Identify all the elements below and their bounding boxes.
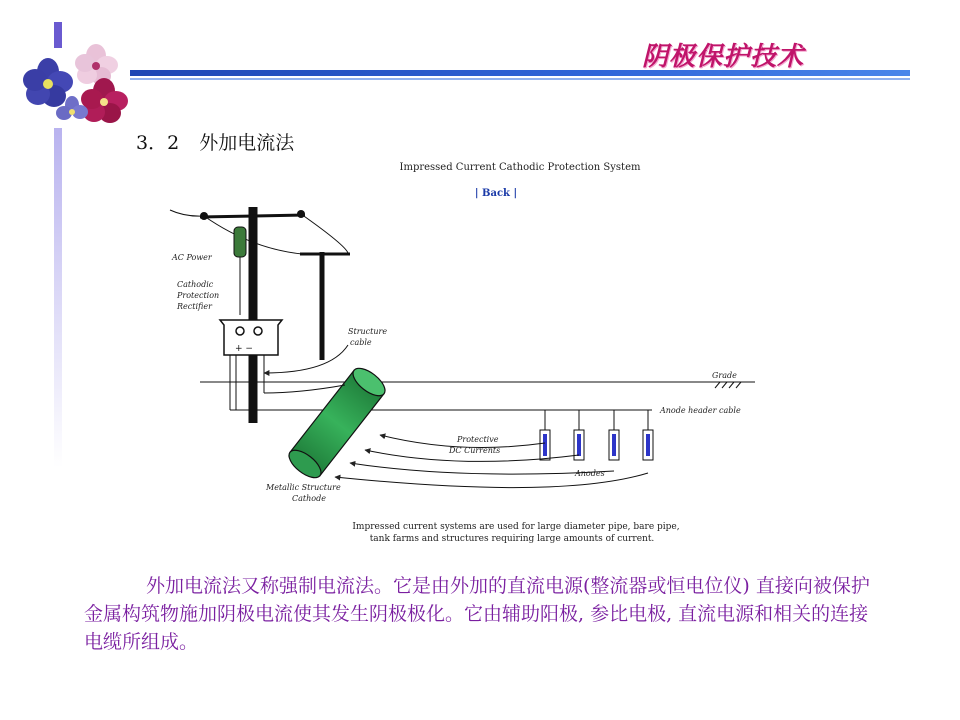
section-heading xyxy=(136,128,294,155)
ac-power-label: AC Power xyxy=(172,253,212,262)
power-line-right xyxy=(301,214,348,253)
rectifier-terminal-right xyxy=(254,327,262,335)
structure-cable-label-1: Structure xyxy=(348,327,388,336)
metallic-structure-pipe xyxy=(284,363,389,483)
cathode-label-2: Cathode xyxy=(292,494,326,503)
diagram-title: Impressed Current Cathodic Protection System xyxy=(399,162,641,173)
rectifier-label-1: Cathodic xyxy=(177,280,214,289)
header-rule-thin xyxy=(130,78,910,80)
diagram-caption-line-2: tank farms and structures requiring large amounts of current. xyxy=(369,534,655,544)
anode-1 xyxy=(540,430,550,460)
grade-hatch xyxy=(715,382,741,388)
brand-title: 阴极保护技术 xyxy=(641,42,804,72)
flower-decoration-icon xyxy=(18,44,138,128)
transformer xyxy=(234,227,246,257)
structure-cable-label-2: cable xyxy=(350,338,372,347)
accent-bar-left xyxy=(54,128,62,468)
power-line-left xyxy=(170,210,204,216)
rectifier-label-2: Protection xyxy=(177,291,220,300)
anode-header-label: Anode header cable xyxy=(660,406,741,415)
grade-label: Grade xyxy=(712,371,737,380)
protective-label-1: Protective xyxy=(457,435,499,444)
protective-label-2: DC Currents xyxy=(449,446,501,455)
cathode-label-1: Metallic Structure xyxy=(266,483,341,492)
rectifier-terminal-left xyxy=(236,327,244,335)
pole-crossarm xyxy=(200,215,305,217)
power-line-to-pole xyxy=(204,216,322,255)
body-paragraph: 外加电流法又称强制电流法。它是由外加的直流电源(整流器或恒电位仪) 直接向被保护金属构筑物施加阴极电流使其发生阴极极化。它由辅助阳极, 参比电极, 直流电源和相关的连接电缆所组成。 xyxy=(84,575,870,653)
rectifier-label-3: Rectifier xyxy=(177,302,212,311)
anode-4 xyxy=(643,430,653,460)
cathodic-protection-diagram xyxy=(160,155,780,550)
rectifier-polarity: + − xyxy=(235,344,253,354)
back-link[interactable]: | Back | xyxy=(474,188,518,199)
section-number: 3．2 xyxy=(136,132,180,154)
diagram-caption-line-1: Impressed current systems are used for large diameter pipe, bare pipe, xyxy=(352,522,680,532)
anode-3 xyxy=(609,430,619,460)
cathode-cable-to-pipe xyxy=(264,385,345,393)
section-title: 外加电流法 xyxy=(199,132,295,154)
anodes-label: Anodes xyxy=(575,469,605,478)
